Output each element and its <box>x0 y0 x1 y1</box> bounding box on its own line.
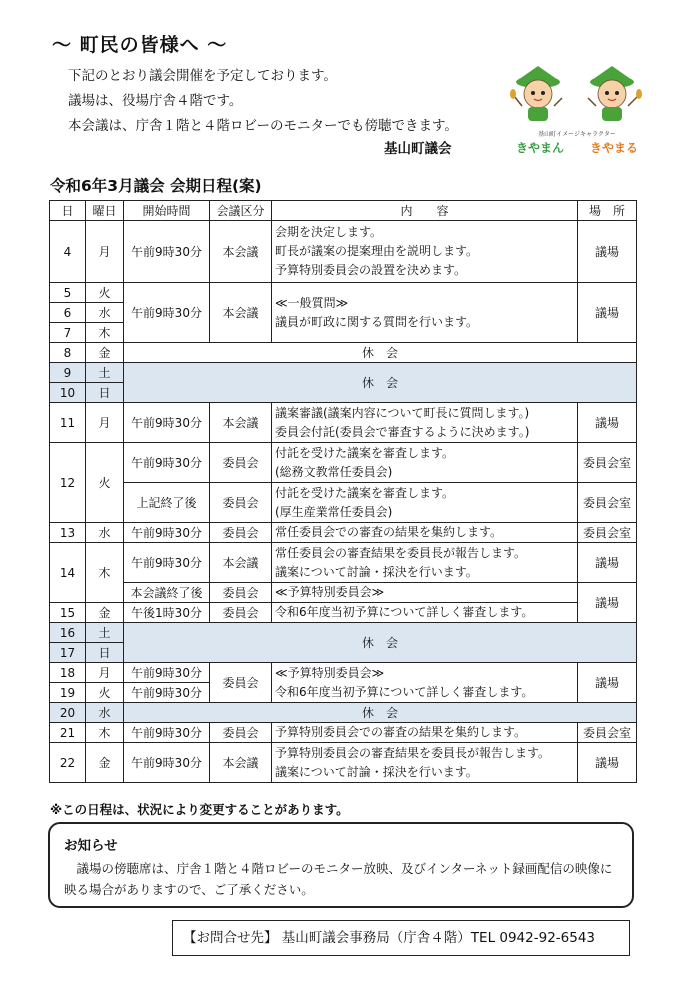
greeting-line: 議場は、役場庁舎４階です。 <box>68 93 243 109</box>
weekday-cell: 水 <box>86 303 124 323</box>
place-cell: 議場 <box>578 403 637 443</box>
header-time: 開始時間 <box>124 201 210 221</box>
type-cell: 委員会 <box>210 443 272 483</box>
day-cell: 6 <box>50 303 86 323</box>
weekday-cell: 木 <box>86 723 124 743</box>
content-line: (厚生産業常任委員会) <box>275 504 393 519</box>
place-cell: 委員会室 <box>578 523 637 543</box>
table-row <box>50 363 637 383</box>
day-cell: 7 <box>50 323 86 343</box>
table-row <box>50 483 637 523</box>
place-cell: 委員会室 <box>578 443 637 483</box>
type-cell: 委員会 <box>210 663 272 703</box>
weekday-cell: 火 <box>86 283 124 303</box>
table-header-row <box>50 201 637 221</box>
content-line: 議案審議(議案内容について町長に質問します。) <box>275 405 530 420</box>
mascot-kiyaman <box>510 66 562 121</box>
day-cell: 20 <box>50 703 86 723</box>
type-cell: 委員会 <box>210 523 272 543</box>
place-cell: 委員会室 <box>578 723 637 743</box>
table-row <box>50 743 637 783</box>
time-cell: 午前9時30分 <box>124 283 210 343</box>
content-cell <box>272 443 578 483</box>
content-line: 令和6年度当初予算について詳しく審査します。 <box>275 684 534 699</box>
weekday-cell: 火 <box>86 683 124 703</box>
time-cell: 午前9時30分 <box>124 443 210 483</box>
type-cell: 委員会 <box>210 603 272 623</box>
rest-cell: 休 会 <box>124 363 637 403</box>
content-line: 予算特別委員会の設置を決めます。 <box>275 263 467 277</box>
place-cell: 議場 <box>578 543 637 583</box>
header-place: 場 所 <box>578 201 637 221</box>
content-line: 委員会付託(委員会で審査するように決めます。) <box>275 424 530 439</box>
place-cell: 議場 <box>578 221 637 283</box>
content-line: 町長が議案の提案理由を説明します。 <box>275 244 479 258</box>
time-cell: 午前9時30分 <box>124 523 210 543</box>
table-row <box>50 403 637 443</box>
day-cell: 8 <box>50 343 86 363</box>
time-cell: 午前9時30分 <box>124 543 210 583</box>
content-line: ≪一般質問≫ <box>275 295 349 310</box>
content-cell <box>272 743 578 783</box>
greeting-text <box>68 64 458 139</box>
day-cell: 19 <box>50 683 86 703</box>
header-day: 日 <box>50 201 86 221</box>
type-cell: 本会議 <box>210 283 272 343</box>
rest-cell: 休 会 <box>124 703 637 723</box>
content-line: (総務文教常任委員会) <box>275 464 393 479</box>
schedule-table <box>49 200 637 783</box>
content-line: 予算特別委員会での審査の結果を集約します。 <box>275 725 527 739</box>
type-cell: 本会議 <box>210 743 272 783</box>
content-line: 会期を決定します。 <box>275 225 383 239</box>
table-row <box>50 221 637 283</box>
content-cell <box>272 603 578 623</box>
weekday-cell: 日 <box>86 383 124 403</box>
day-cell: 15 <box>50 603 86 623</box>
notice-body: 議場の傍聴席は、庁舎１階と４階ロビーのモニター放映、及びインターネット録画配信の映像に映る場合がありますので、ご了承ください。 <box>64 861 613 897</box>
content-line: ≪予算特別委員会≫ <box>275 585 385 599</box>
day-cell: 9 <box>50 363 86 383</box>
day-cell: 14 <box>50 543 86 603</box>
time-cell: 午前9時30分 <box>124 403 210 443</box>
weekday-cell: 日 <box>86 643 124 663</box>
table-row <box>50 583 637 603</box>
schedule-note: ※この日程は、状況により変更することがあります。 <box>50 802 349 817</box>
content-cell <box>272 221 578 283</box>
rest-cell: 休 会 <box>124 623 637 663</box>
weekday-cell: 木 <box>86 543 124 603</box>
rest-cell: 休 会 <box>124 343 637 363</box>
place-cell: 議場 <box>578 743 637 783</box>
weekday-cell: 月 <box>86 663 124 683</box>
header-content: 内 容 <box>272 201 578 221</box>
day-cell: 12 <box>50 443 86 523</box>
day-cell: 4 <box>50 221 86 283</box>
content-line: 予算特別委員会の審査結果を委員長が報告します。 <box>275 745 551 760</box>
content-line: 付託を受けた議案を審査します。 <box>275 485 455 500</box>
mascot-kiyamaru <box>588 66 642 121</box>
content-cell <box>272 543 578 583</box>
content-line: 議員が町政に関する質問を行います。 <box>275 314 479 329</box>
content-line: 常任委員会での審査の結果を集約します。 <box>275 525 503 539</box>
place-cell: 議場 <box>578 583 637 623</box>
content-cell <box>272 523 578 543</box>
weekday-cell: 水 <box>86 523 124 543</box>
day-cell: 21 <box>50 723 86 743</box>
day-cell: 10 <box>50 383 86 403</box>
content-line: 議案について討論・採決を行います。 <box>275 764 478 779</box>
day-cell: 11 <box>50 403 86 443</box>
mascot-name-kiyamaru: きやまる <box>589 141 639 155</box>
weekday-cell: 金 <box>86 603 124 623</box>
day-cell: 17 <box>50 643 86 663</box>
table-row <box>50 523 637 543</box>
weekday-cell: 水 <box>86 703 124 723</box>
greeting-line: 本会議は、庁舎１階と４階ロビーのモニターでも傍聴できます。 <box>68 118 458 134</box>
mascot-name-kiyaman: きやまん <box>515 141 565 155</box>
greeting-title: ～ 町民の皆様へ ～ <box>52 34 228 56</box>
weekday-cell: 月 <box>86 403 124 443</box>
table-row <box>50 543 637 583</box>
weekday-cell: 木 <box>86 323 124 343</box>
content-cell <box>272 723 578 743</box>
content-line: 令和6年度当初予算について詳しく審査します。 <box>275 605 534 619</box>
content-cell <box>272 663 578 703</box>
table-row <box>50 723 637 743</box>
place-cell: 委員会室 <box>578 483 637 523</box>
type-cell: 委員会 <box>210 583 272 603</box>
weekday-cell: 月 <box>86 221 124 283</box>
content-line: ≪予算特別委員会≫ <box>275 665 385 680</box>
table-row <box>50 283 637 303</box>
greeting-line: 下記のとおり議会開催を予定しております。 <box>68 68 337 84</box>
time-cell: 午前9時30分 <box>124 221 210 283</box>
content-line: 常任委員会の審査結果を委員長が報告します。 <box>275 545 527 560</box>
content-line: 付託を受けた議案を審査します。 <box>275 445 455 460</box>
time-cell: 上記終了後 <box>124 483 210 523</box>
weekday-cell: 火 <box>86 443 124 523</box>
content-line: 議案について討論・採決を行います。 <box>275 564 478 579</box>
day-cell: 22 <box>50 743 86 783</box>
contact-box: 【お問合せ先】 基山町議会事務局（庁舎４階）TEL 0942-92-6543 <box>172 920 630 956</box>
content-cell <box>272 483 578 523</box>
day-cell: 16 <box>50 623 86 643</box>
table-row <box>50 703 637 723</box>
weekday-cell: 金 <box>86 743 124 783</box>
place-cell: 議場 <box>578 283 637 343</box>
time-cell: 午前9時30分 <box>124 663 210 683</box>
notice-title: お知らせ <box>64 838 118 854</box>
content-cell <box>272 583 578 603</box>
table-row <box>50 343 637 363</box>
table-row <box>50 663 637 683</box>
type-cell: 本会議 <box>210 403 272 443</box>
weekday-cell: 金 <box>86 343 124 363</box>
type-cell: 委員会 <box>210 483 272 523</box>
content-cell <box>272 283 578 343</box>
header-weekday: 曜日 <box>86 201 124 221</box>
mascot-caption: 基山町イメージキャラクター <box>538 131 616 138</box>
day-cell: 5 <box>50 283 86 303</box>
weekday-cell: 土 <box>86 363 124 383</box>
time-cell: 午前9時30分 <box>124 723 210 743</box>
organization-name: 基山町議会 <box>384 141 452 157</box>
table-row <box>50 603 637 623</box>
type-cell: 本会議 <box>210 543 272 583</box>
place-cell: 議場 <box>578 663 637 703</box>
weekday-cell: 土 <box>86 623 124 643</box>
header-type: 会議区分 <box>210 201 272 221</box>
time-cell: 午後1時30分 <box>124 603 210 623</box>
schedule-title: 令和6年3月議会 会期日程(案) <box>50 177 262 195</box>
type-cell: 委員会 <box>210 723 272 743</box>
time-cell: 午前9時30分 <box>124 743 210 783</box>
notice-box <box>48 822 634 908</box>
type-cell: 本会議 <box>210 221 272 283</box>
day-cell: 13 <box>50 523 86 543</box>
time-cell: 午前9時30分 <box>124 683 210 703</box>
content-cell <box>272 403 578 443</box>
day-cell: 18 <box>50 663 86 683</box>
table-row <box>50 443 637 483</box>
table-row <box>50 623 637 643</box>
mascot-illustration <box>504 58 650 158</box>
time-cell: 本会議終了後 <box>124 583 210 603</box>
